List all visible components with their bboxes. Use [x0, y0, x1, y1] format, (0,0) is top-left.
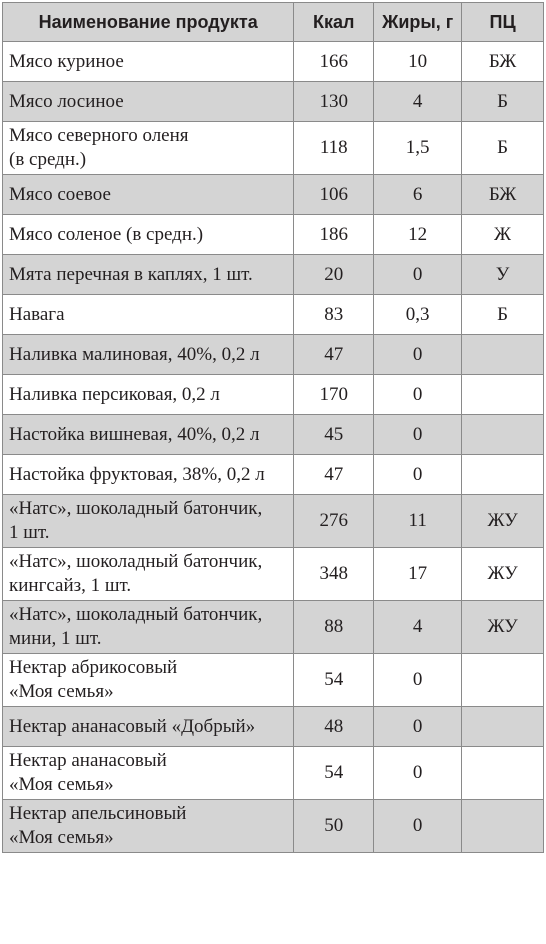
product-name-line: (в средн.) — [9, 149, 87, 170]
table-row — [3, 295, 544, 335]
cell-product-name — [3, 42, 294, 82]
product-name-line: «Натс», шоколадный батончик, — [9, 551, 263, 572]
cell-product-name — [3, 82, 294, 122]
table-row — [3, 215, 544, 255]
cell-product-name — [3, 495, 294, 548]
cell-product-name — [3, 375, 294, 415]
cell-fat: 0 — [374, 375, 462, 415]
header-fat: Жиры, г — [374, 3, 462, 42]
product-name-line: Наливка малиновая, 40%, 0,2 л — [9, 343, 260, 365]
product-name-line: кингсайз, 1 шт. — [9, 575, 132, 596]
cell-fat: 0 — [374, 654, 462, 707]
cell-fat: 0 — [374, 707, 462, 747]
header-product-name: Наименование продукта — [3, 3, 294, 42]
cell-kcal: 47 — [294, 335, 374, 375]
cell-pc — [462, 707, 544, 747]
table-row — [3, 335, 544, 375]
cell-product-name — [3, 255, 294, 295]
cell-fat: 1,5 — [374, 122, 462, 175]
product-name-line: Нектар абрикосовый — [9, 657, 178, 678]
cell-pc — [462, 415, 544, 455]
cell-fat: 4 — [374, 82, 462, 122]
cell-product-name — [3, 122, 294, 175]
product-name-line: «Натс», шоколадный батончик, — [9, 604, 263, 625]
table-row — [3, 747, 544, 800]
cell-pc: У — [462, 255, 544, 295]
table-row — [3, 255, 544, 295]
cell-pc: ЖУ — [462, 601, 544, 654]
cell-product-name — [3, 295, 294, 335]
cell-fat: 0 — [374, 800, 462, 853]
cell-pc — [462, 654, 544, 707]
cell-fat: 11 — [374, 495, 462, 548]
table-row — [3, 175, 544, 215]
table-row — [3, 495, 544, 548]
cell-kcal: 54 — [294, 747, 374, 800]
cell-kcal: 50 — [294, 800, 374, 853]
cell-pc — [462, 335, 544, 375]
cell-pc: Б — [462, 82, 544, 122]
cell-fat: 10 — [374, 42, 462, 82]
cell-fat: 6 — [374, 175, 462, 215]
table-row — [3, 42, 544, 82]
cell-pc: БЖ — [462, 42, 544, 82]
cell-pc — [462, 800, 544, 853]
table-row — [3, 601, 544, 654]
table-row — [3, 415, 544, 455]
product-name-line: 1 шт. — [9, 522, 50, 543]
cell-pc — [462, 747, 544, 800]
cell-pc: ЖУ — [462, 548, 544, 601]
product-name-line: Мясо куриное — [9, 50, 124, 72]
cell-pc: Ж — [462, 215, 544, 255]
calorie-table — [2, 2, 544, 853]
cell-fat: 0 — [374, 255, 462, 295]
cell-fat: 0 — [374, 415, 462, 455]
cell-kcal: 48 — [294, 707, 374, 747]
table-body — [3, 42, 544, 853]
table-row — [3, 122, 544, 175]
cell-kcal: 83 — [294, 295, 374, 335]
cell-product-name — [3, 335, 294, 375]
table-row — [3, 455, 544, 495]
header-pc: ПЦ — [462, 3, 544, 42]
cell-product-name — [3, 747, 294, 800]
cell-fat: 0,3 — [374, 295, 462, 335]
cell-pc: ЖУ — [462, 495, 544, 548]
cell-pc — [462, 455, 544, 495]
cell-kcal: 276 — [294, 495, 374, 548]
product-name-line: Настойка вишневая, 40%, 0,2 л — [9, 423, 260, 445]
cell-kcal: 348 — [294, 548, 374, 601]
cell-kcal: 47 — [294, 455, 374, 495]
cell-kcal: 186 — [294, 215, 374, 255]
table-row — [3, 375, 544, 415]
header-kcal: Ккал — [294, 3, 374, 42]
table-row — [3, 800, 544, 853]
cell-kcal: 170 — [294, 375, 374, 415]
table-row — [3, 654, 544, 707]
cell-product-name — [3, 654, 294, 707]
product-name-line: «Натс», шоколадный батончик, — [9, 498, 263, 519]
cell-kcal: 88 — [294, 601, 374, 654]
cell-kcal: 54 — [294, 654, 374, 707]
product-name-line: Навага — [9, 303, 65, 325]
cell-fat: 12 — [374, 215, 462, 255]
table-row — [3, 82, 544, 122]
cell-kcal: 166 — [294, 42, 374, 82]
cell-fat: 0 — [374, 455, 462, 495]
cell-kcal: 130 — [294, 82, 374, 122]
cell-pc: Б — [462, 295, 544, 335]
cell-product-name — [3, 707, 294, 747]
product-name-line: Мясо северного оленя — [9, 125, 189, 146]
product-name-line: «Моя семья» — [9, 774, 114, 795]
product-name-line: Наливка персиковая, 0,2 л — [9, 383, 220, 405]
cell-fat: 0 — [374, 747, 462, 800]
cell-fat: 4 — [374, 601, 462, 654]
product-name-line: Мясо соленое (в средн.) — [9, 223, 204, 245]
cell-pc: БЖ — [462, 175, 544, 215]
product-name-line: мини, 1 шт. — [9, 628, 102, 649]
product-name-line: «Моя семья» — [9, 827, 114, 848]
table-row — [3, 707, 544, 747]
cell-kcal: 20 — [294, 255, 374, 295]
product-name-line: Нектар ананасовый — [9, 750, 167, 771]
table-header-row — [3, 3, 544, 42]
cell-kcal: 118 — [294, 122, 374, 175]
cell-pc: Б — [462, 122, 544, 175]
cell-product-name — [3, 800, 294, 853]
product-name-line: Мясо лосиное — [9, 90, 124, 112]
product-name-line: Мята перечная в каплях, 1 шт. — [9, 263, 253, 285]
cell-product-name — [3, 175, 294, 215]
table-row — [3, 548, 544, 601]
cell-product-name — [3, 415, 294, 455]
cell-fat: 0 — [374, 335, 462, 375]
cell-product-name — [3, 601, 294, 654]
product-name-line: Нектар ананасовый «Добрый» — [9, 715, 256, 737]
product-name-line: «Моя семья» — [9, 681, 114, 702]
cell-product-name — [3, 548, 294, 601]
cell-kcal: 45 — [294, 415, 374, 455]
product-name-line: Настойка фруктовая, 38%, 0,2 л — [9, 463, 265, 485]
cell-product-name — [3, 455, 294, 495]
cell-product-name — [3, 215, 294, 255]
product-name-line: Мясо соевое — [9, 183, 111, 205]
cell-pc — [462, 375, 544, 415]
cell-fat: 17 — [374, 548, 462, 601]
cell-kcal: 106 — [294, 175, 374, 215]
product-name-line: Нектар апельсиновый — [9, 803, 187, 824]
